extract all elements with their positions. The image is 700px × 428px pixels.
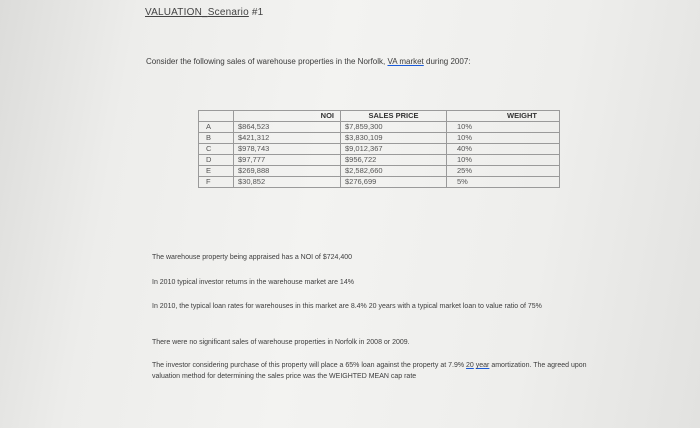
- table-row: [199, 133, 560, 144]
- row-weight: 10%: [447, 122, 560, 133]
- intro-text: [146, 57, 470, 66]
- intro-after: during 2007:: [423, 57, 471, 66]
- table-header-row: [199, 111, 560, 122]
- row-weight: 40%: [447, 144, 560, 155]
- row-noi: $978,743: [234, 144, 341, 155]
- row-weight: 10%: [447, 133, 560, 144]
- row-price: $7,859,300: [341, 122, 447, 133]
- row-price: $3,830,109: [341, 133, 447, 144]
- table-row: [199, 166, 560, 177]
- row-noi: $30,852: [234, 177, 341, 188]
- row-price: $9,012,367: [341, 144, 447, 155]
- row-label: B: [199, 133, 234, 144]
- header-noi: NOI: [234, 111, 341, 122]
- header-label: [199, 111, 234, 122]
- row-weight: 5%: [447, 177, 560, 188]
- row-price: $276,699: [341, 177, 447, 188]
- table-row: [199, 177, 560, 188]
- row-weight: 25%: [447, 166, 560, 177]
- row-price: $956,722: [341, 155, 447, 166]
- header-price: SALES PRICE: [341, 111, 447, 122]
- paragraph-investor-returns: In 2010 typical investor returns in the warehouse market are 14%: [152, 279, 354, 286]
- title-scenario: Scenario: [207, 7, 249, 18]
- row-label: A: [199, 122, 234, 133]
- title-valuation: VALUATION_: [145, 7, 208, 18]
- title-number: #1: [248, 7, 264, 18]
- paragraph-no-sales: There were no significant sales of warehouse properties in Norfolk in 2008 or 2009.: [152, 339, 410, 346]
- row-label: C: [199, 144, 234, 155]
- header-weight: WEIGHT: [447, 111, 560, 122]
- paragraph-noi: The warehouse property being appraised has a NOI of $724,400: [152, 254, 353, 261]
- row-label: E: [199, 166, 234, 177]
- p5-after: amortization. The agreed upon valuation method for determining the sales price was the WEIGHTED MEAN cap rate: [152, 362, 587, 380]
- row-label: F: [199, 177, 234, 188]
- row-weight: 10%: [447, 155, 560, 166]
- p5-link-20: 20: [466, 362, 474, 369]
- sales-table: [198, 110, 560, 188]
- page-title: [145, 7, 263, 18]
- table-row: [199, 122, 560, 133]
- intro-market-link: VA market: [387, 57, 424, 66]
- table-row: [199, 155, 560, 166]
- p5-link-year: year: [475, 362, 490, 369]
- intro-before: Consider the following sales of warehouse properties in the Norfolk,: [146, 57, 388, 66]
- row-price: $2,582,660: [341, 166, 447, 177]
- row-noi: $421,312: [234, 133, 341, 144]
- row-noi: $269,888: [234, 166, 341, 177]
- row-noi: $864,523: [234, 122, 341, 133]
- p5-before: The investor considering purchase of this property will place a 65% loan against the property at 7.9%: [152, 362, 467, 369]
- paragraph-investor-loan: [152, 360, 602, 382]
- row-noi: $97,777: [234, 155, 341, 166]
- row-label: D: [199, 155, 234, 166]
- paragraph-loan-rates: In 2010, the typical loan rates for warehouses in this market are 8.4% 20 years with a typical market loan to value ratio of 75%: [152, 303, 542, 310]
- table-row: [199, 144, 560, 155]
